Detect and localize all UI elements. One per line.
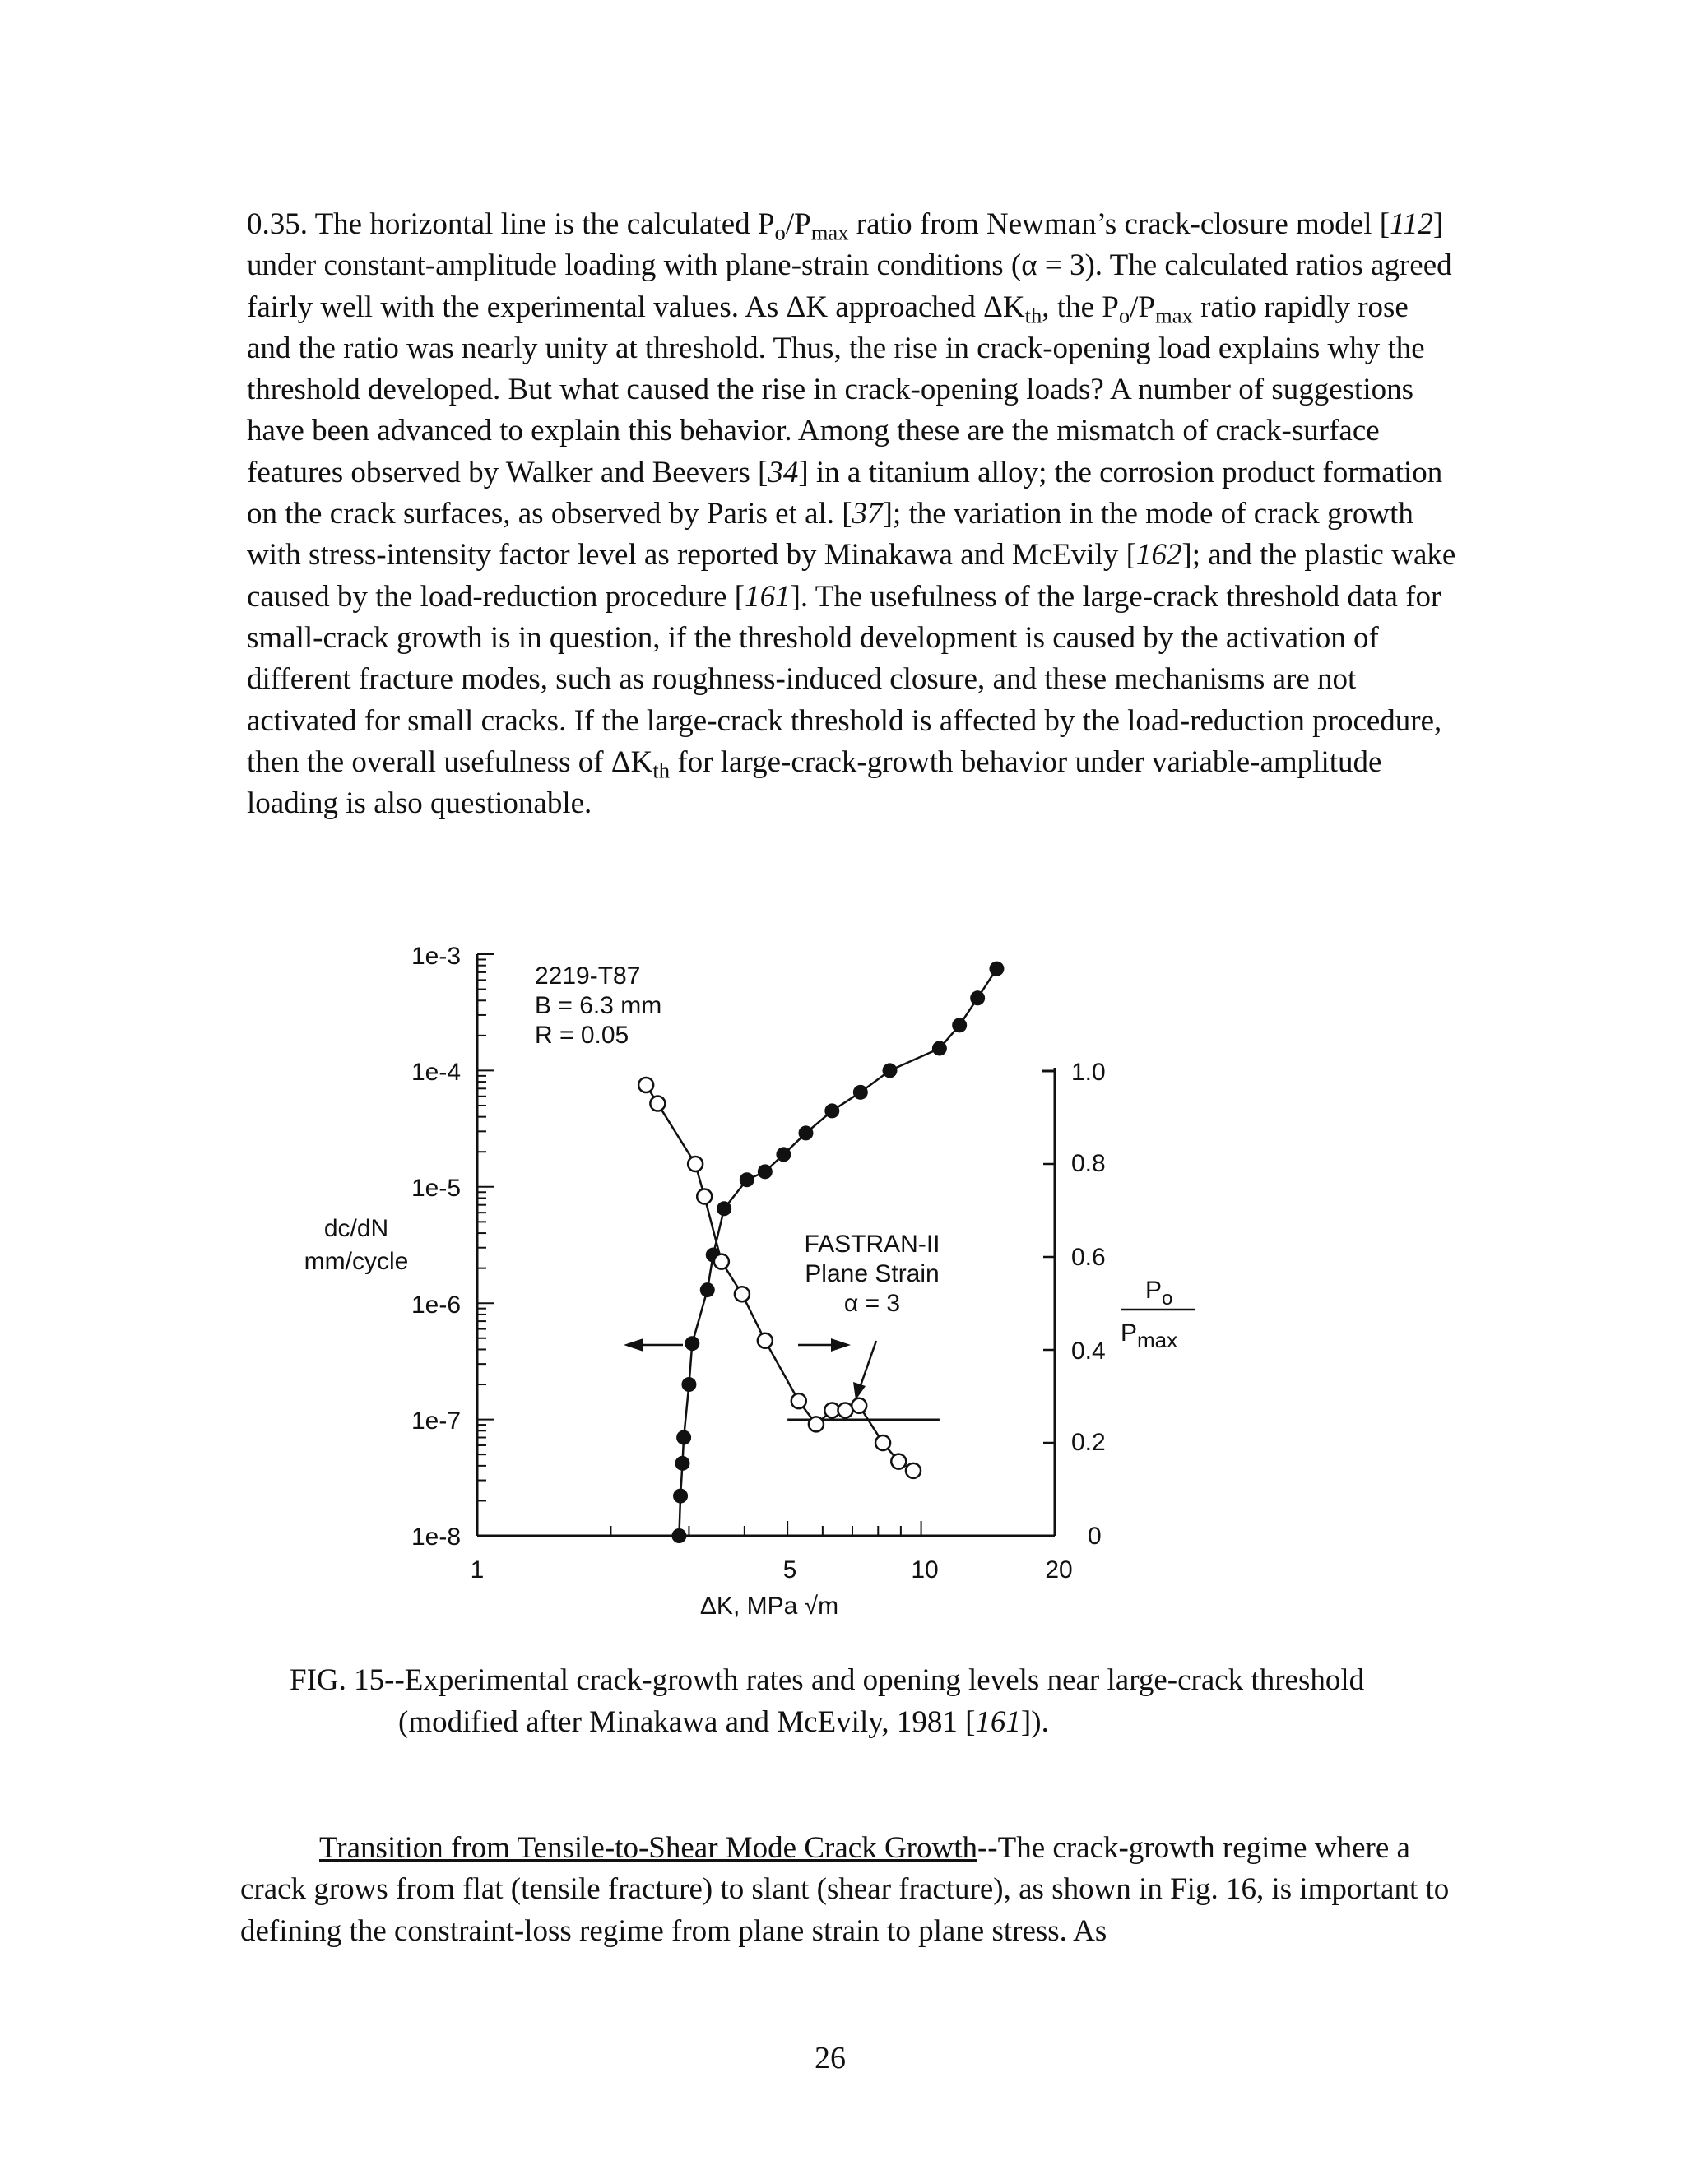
- thickness-label: B = 6.3 mm: [535, 992, 662, 1019]
- text-run: ratio rapidly rose and the ratio was nearly unity at threshold. Thus, the rise in crack-opening load explains why the threshold developed. But what caused the rise in crack-opening loads? A number of suggestions have been advanced to explain this behavior. Among these are the mismatch of crack-surface features observed by Walker and Beevers [: [247, 290, 1425, 489]
- data-point-filled: [740, 1172, 754, 1187]
- bottom-tick-label: 5: [782, 1556, 797, 1584]
- data-point-open: [852, 1398, 866, 1413]
- caption-line-2: (modified after Minakawa and McEvily, 1981 [161]).: [398, 1705, 1049, 1739]
- right-tick-label: 1.0: [1071, 1059, 1106, 1086]
- citation-ref: 162: [1135, 538, 1182, 573]
- subscript: o: [1118, 303, 1130, 328]
- citation-ref: 37: [852, 497, 883, 531]
- text-run: ratio from Newman’s crack-closure model [: [848, 207, 1390, 241]
- text-run: ]. The usefulness of the large-crack threshold data for small-crack growth is in question, if the threshold development is caused by the activation of different fracture modes, such as roughness-induced closure, and these mechanisms are not activated for small cracks. If the large-crack threshold is affected by the load-reduction procedure, then the overall usefulness of ΔK: [247, 579, 1442, 779]
- material-label: 2219-T87: [535, 962, 641, 990]
- bottom-tick-label: 20: [1045, 1556, 1073, 1584]
- left-tick-label: 1e-4: [411, 1059, 461, 1086]
- data-point-filled: [798, 1125, 813, 1140]
- data-point-filled: [853, 1085, 868, 1100]
- data-point-filled: [700, 1282, 715, 1297]
- data-point-open: [906, 1463, 921, 1478]
- data-point-filled: [952, 1018, 967, 1032]
- data-point-filled: [676, 1430, 691, 1445]
- right-axis-label-bottom: Pmax: [1121, 1319, 1178, 1352]
- subscript: th: [1024, 303, 1042, 328]
- model-label-line1: FASTRAN-II: [804, 1231, 940, 1258]
- right-tick-label: 0.8: [1071, 1150, 1106, 1177]
- data-point-open: [791, 1393, 806, 1408]
- body-paragraph-2: [240, 1828, 1458, 1952]
- data-point-filled: [989, 962, 1004, 976]
- right-axis-ticks: [1043, 1071, 1055, 1443]
- data-point-open: [875, 1435, 890, 1450]
- citation-ref: 112: [1390, 207, 1433, 241]
- data-point-open: [638, 1078, 653, 1092]
- left-tick-label: 1e-8: [411, 1523, 461, 1551]
- left-axis-ticks: [477, 954, 494, 1536]
- right-tick-label: 0: [1088, 1523, 1102, 1550]
- bottom-tick-label: 10: [911, 1556, 939, 1584]
- text-run: ] in a titanium alloy; the corrosion product formation on the crack surfaces, as observed by Paris et al. [: [247, 455, 1443, 531]
- text-run: ]; the variation in the mode of crack growth with stress-intensity factor level as reported by Minakawa and McEvily [: [247, 497, 1413, 573]
- page-number: 26: [815, 2041, 846, 2075]
- data-point-filled: [882, 1063, 897, 1078]
- data-point-open: [838, 1403, 852, 1417]
- subscript: th: [652, 758, 671, 783]
- data-point-filled: [675, 1456, 689, 1471]
- y-axis-label-line1: dc/dN: [323, 1215, 389, 1242]
- left-tick-label: 1e-7: [411, 1407, 461, 1435]
- citation-ref: 34: [768, 455, 799, 489]
- data-point-open: [714, 1254, 729, 1269]
- data-point-filled: [970, 990, 985, 1005]
- text-run: for large-crack-growth behavior under variable-amplitude loading is also questionable.: [247, 744, 1382, 821]
- left-arrow-icon: [624, 1338, 683, 1352]
- data-point-open: [650, 1097, 665, 1111]
- y-axis-label-line2: mm/cycle: [304, 1248, 409, 1275]
- data-point-open: [809, 1417, 824, 1431]
- data-point-filled: [671, 1528, 686, 1543]
- bottom-tick-label: 1: [470, 1556, 485, 1584]
- subscript: o: [774, 220, 786, 245]
- text-run: ] under constant-amplitude loading with plane-strain conditions (α = 3). The calculated ratios agreed fairly well with the experimental values. As ΔK approached ΔK: [247, 207, 1452, 324]
- right-tick-label: 0.6: [1071, 1244, 1106, 1271]
- left-tick-label: 1e-3: [411, 943, 461, 970]
- data-point-filled: [824, 1103, 839, 1118]
- data-point-filled: [758, 1164, 773, 1179]
- stress-ratio-label: R = 0.05: [535, 1022, 629, 1049]
- subscript: max: [1155, 303, 1193, 328]
- data-point-filled: [685, 1336, 699, 1351]
- data-point-open: [688, 1157, 703, 1171]
- citation-ref: 161: [745, 579, 791, 614]
- data-point-open: [891, 1454, 906, 1469]
- data-point-filled: [932, 1041, 947, 1055]
- text-run: ]; and the plastic wake caused by the load-reduction procedure [: [247, 538, 1456, 614]
- caption-line-1: FIG. 15--Experimental crack-growth rates and opening levels near large-crack threshold: [290, 1663, 1365, 1697]
- text-run: /P: [1130, 290, 1155, 324]
- citation-ref: 161: [975, 1705, 1021, 1739]
- data-point-open: [758, 1333, 773, 1348]
- data-point-open: [735, 1287, 750, 1301]
- figure-caption: [290, 1659, 1458, 1743]
- model-label-line3: α = 3: [843, 1290, 901, 1317]
- text-run: --The crack-growth regime where a crack grows from flat (tensile fracture) to slant (shear fracture), as shown in Fig. 16, is important to defining the constraint-loss regime from plane strain to plane stress. As: [240, 1831, 1450, 1948]
- data-point-filled: [673, 1489, 688, 1504]
- x-axis-label: ΔK, MPa √m: [699, 1593, 839, 1620]
- data-point-filled: [681, 1377, 696, 1392]
- right-tick-label: 0.2: [1071, 1429, 1106, 1456]
- right-axis-label-top: $P_o$: [1145, 1277, 1173, 1310]
- model-label-line2: Plane Strain: [805, 1260, 940, 1287]
- pointer-arrow-icon: [853, 1341, 876, 1400]
- left-tick-label: 1e-5: [411, 1175, 461, 1202]
- text-run: , the P: [1042, 290, 1119, 324]
- data-point-filled: [717, 1201, 731, 1216]
- subscript: max: [810, 220, 849, 245]
- right-arrow-icon: [798, 1338, 851, 1352]
- text-run: 0.35. The horizontal line is the calculated P: [247, 207, 775, 241]
- data-point-open: [697, 1189, 712, 1204]
- right-tick-label: 0.4: [1071, 1338, 1106, 1365]
- data-point-filled: [776, 1147, 791, 1162]
- section-heading: Transition from Tensile-to-Shear Mode Crack Growth: [319, 1831, 977, 1865]
- left-tick-label: 1e-6: [411, 1291, 461, 1319]
- text-run: /P: [785, 207, 811, 241]
